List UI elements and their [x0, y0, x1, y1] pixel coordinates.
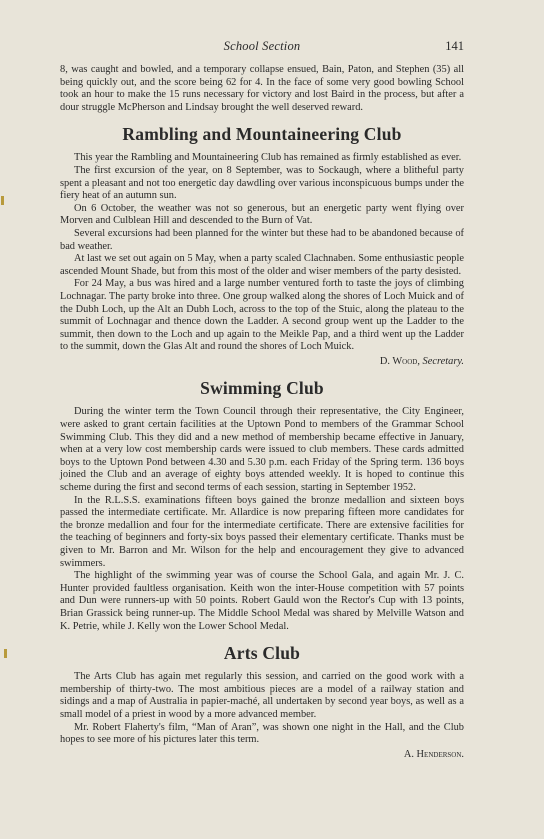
- swimming-paragraph: During the winter term the Town Council through their representative, the City Engineer, were asked to grant certain facilities at the Uptown Pond to members of the Grammar School Swimming Club. This they did and a new method of membership became effective in January, when at a very low cost membership cards were issued to club members. These cards admitted boys to the Uptown Pond between 4.30 and 5.30 p.m. each Friday of the Spring term. 136 boys joined the Club and an average of eighty boys attended weekly. It is hoped to continue this scheme during the first and second terms of each session, starting in September 1952.: [60, 406, 464, 494]
- margin-mark: [1, 196, 4, 205]
- rambling-section: [60, 124, 464, 368]
- rambling-heading: Rambling and Mountaineering Club: [122, 124, 402, 145]
- signature-name: D. Wood,: [379, 355, 420, 367]
- page-header: [60, 39, 464, 55]
- rambling-paragraph: This year the Rambling and Mountaineering Club has remained as firmly established as ever.: [74, 152, 462, 164]
- arts-paragraph: Mr. Robert Flaherty's film, “Man of Aran”, was shown one night in the Hall, and the Club hopes to see more of his pictures later this term.: [60, 721, 464, 746]
- swimming-paragraph: In the R.L.S.S. examinations fifteen boys gained the bronze medallion and sixteen boys passed the intermediate certificate. Mr. Allardice is now preparing fifteen more candidates for the bronze medallion and four for the intermediate certificate. There are extensive facilities for the teaching of beginners and forty-six boys passed their elementary certificate. Thanks must be given to Mr. Barron and Mr. Wilson for the help and encouragement they give to advanced swimmers.: [60, 494, 464, 569]
- margin-mark: [4, 649, 7, 658]
- arts-heading: Arts Club: [223, 643, 301, 664]
- rambling-paragraph: For 24 May, a bus was hired and a large number ventured forth to taste the joys of climbing Lochnagar. The party broke into three. One group walked along the shores of Loch Muick and of the Dubh Loch, up the Alt an Dubh Loch, across to the top of the Stuic, along the plateau to the summit of Lochnagar and thence down the Ladder. A second group went up the Ladder to the summit, then down to the Loch and up again to the Meikle Pap, and a third went up the Ladder to the summit, down the Glas Alt and round the shores of Loch Muick.: [60, 278, 464, 353]
- intro-paragraph: 8, was caught and bowled, and a temporary collapse ensued, Bain, Paton, and Stephen (35) all being quickly out, and the score being 62 for 4. In the face of some very good bowling School took an hour to make the 15 runs necessary for victory and lost Baird in the process, but after a dour struggle McPherson and Lindsay brought the well deserved reward.: [60, 64, 464, 113]
- rambling-paragraph: The first excursion of the year, on 8 September, was to Sockaugh, where a blitheful party spent a pleasant and not too energetic day dawdling over various inconspicuous bumps under the fiery heat of an autumn sun.: [60, 164, 464, 202]
- arts-paragraph: The Arts Club has again met regularly this session, and carried on the good work with a membership of thirty-two. The most ambitious pieces are a model of a railway station and sidings and a map of Australia in papier-maché, all undertaken by second year boys, as well as a small model of a priest in wood by a more advanced member.: [60, 671, 464, 720]
- swimming-section: [60, 378, 464, 633]
- page-body: [60, 64, 464, 761]
- rambling-paragraph: Several excursions had been planned for the winter but these had to be abandoned because of bad weather.: [60, 227, 464, 252]
- swimming-paragraph: The highlight of the swimming year was of course the School Gala, and again Mr. J. C. Hunter provided faultless organisation. Keith won the inter-House competition with 57 points and Dun were runners-up with 50 points. Robert Gauld won the Rector's Cup with 13 points, Brian Grassick being runner-up. The Middle School Medal was shared by Melville Watson and K. Petrie, while J. Kelly won the Lower School Medal.: [60, 570, 464, 632]
- arts-section: [60, 643, 464, 761]
- cricket-report-continued: [60, 64, 464, 114]
- signature-name: A. Henderson.: [403, 748, 464, 760]
- page-number: 141: [445, 39, 464, 53]
- rambling-paragraph: On 6 October, the weather was not so generous, but an energetic party went flying over Morven and Culblean Hill and descended to the Burn of Vat.: [60, 202, 464, 227]
- swimming-heading: Swimming Club: [200, 378, 324, 399]
- rambling-signature: [60, 356, 464, 369]
- arts-signature: [60, 749, 464, 762]
- rambling-paragraph: At last we set out again on 5 May, when a party scaled Clachnaben. Some enthusiastic people ascended Mount Shade, but from this most of the older and wiser members of the party desisted.: [60, 253, 464, 277]
- signature-role: Secretary.: [422, 355, 464, 367]
- running-head: School Section: [223, 39, 301, 53]
